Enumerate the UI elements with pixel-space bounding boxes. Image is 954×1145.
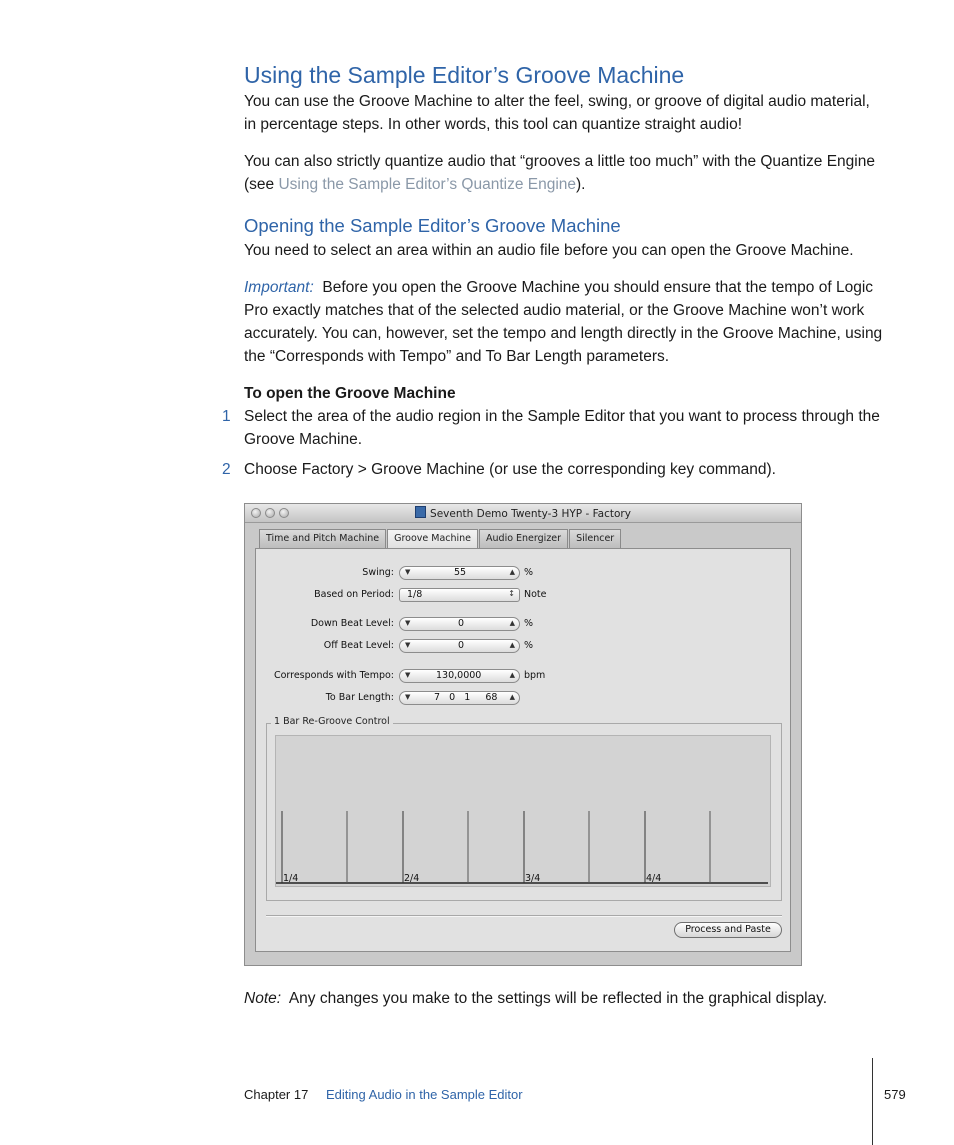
increment-icon[interactable]: ▲ <box>509 671 515 679</box>
page-number: 579 <box>884 1087 906 1102</box>
beat-label: 4/4 <box>646 873 662 884</box>
quantize-text-after: ). <box>576 176 586 193</box>
quantize-paragraph <box>244 150 884 196</box>
groove-machine-window <box>244 503 802 966</box>
step-text: Choose Factory > Groove Machine (or use the corresponding key command). <box>244 461 776 478</box>
window-title-text: Seventh Demo Twenty-3 HYP - Factory <box>430 508 631 520</box>
bar-length-stepper[interactable] <box>399 691 520 705</box>
decrement-icon[interactable]: ▼ <box>405 641 411 649</box>
groove-machine-panel <box>255 548 791 952</box>
beat-label: 1/4 <box>283 873 299 884</box>
down-beat-label: Down Beat Level: <box>310 618 394 629</box>
note-paragraph <box>244 987 884 1010</box>
off-beat-label: Off Beat Level: <box>323 640 394 651</box>
window-title <box>245 506 801 520</box>
select-area-paragraph: You need to select an area within an audio file before you can open the Groove Machine. <box>244 242 854 259</box>
task-title: To open the Groove Machine <box>244 385 456 402</box>
down-beat-stepper[interactable] <box>399 617 520 631</box>
document-icon <box>415 506 426 518</box>
increment-icon[interactable]: ▲ <box>509 693 515 701</box>
increment-icon[interactable]: ▲ <box>509 568 515 576</box>
swing-unit: % <box>524 567 534 578</box>
tab-groove-machine[interactable]: Groove Machine <box>387 529 478 548</box>
regroove-graph[interactable] <box>275 735 771 887</box>
footer-divider <box>872 1058 873 1145</box>
decrement-icon[interactable]: ▼ <box>405 568 411 576</box>
important-label: Important: <box>244 279 314 296</box>
period-value: 1/8 <box>407 589 423 600</box>
beat-label: 2/4 <box>404 873 420 884</box>
tab-bar <box>259 529 622 548</box>
swing-label: Swing: <box>362 567 394 578</box>
process-and-paste-button[interactable]: Process and Paste <box>674 922 782 938</box>
bar-length-value: 7 0 1 68 <box>434 692 498 703</box>
period-select[interactable] <box>399 588 520 602</box>
tempo-stepper[interactable] <box>399 669 520 683</box>
swing-stepper[interactable] <box>399 566 520 580</box>
step-2 <box>222 458 884 481</box>
off-beat-stepper[interactable] <box>399 639 520 653</box>
footer-chapter-title: Editing Audio in the Sample Editor <box>326 1087 523 1102</box>
step-text: Select the area of the audio region in the Sample Editor that you want to process through the Groove Machine. <box>244 408 880 448</box>
decrement-icon[interactable]: ▼ <box>405 619 411 627</box>
off-beat-value: 0 <box>458 640 465 651</box>
divider <box>266 915 782 917</box>
section-heading: Opening the Sample Editor’s Groove Machine <box>244 215 621 236</box>
tempo-value: 130,0000 <box>436 670 482 681</box>
down-beat-unit: % <box>524 618 534 629</box>
quantize-text-before: You can also strictly quantize audio that “grooves a little too much” with the Quantize Engine (see <box>244 153 875 193</box>
tempo-label: Corresponds with Tempo: <box>273 670 394 681</box>
tab-time-and-pitch-machine[interactable]: Time and Pitch Machine <box>259 529 386 548</box>
step-number: 1 <box>222 408 231 425</box>
step-number: 2 <box>222 461 231 478</box>
decrement-icon[interactable]: ▼ <box>405 693 411 701</box>
decrement-icon[interactable]: ▼ <box>405 671 411 679</box>
increment-icon[interactable]: ▲ <box>509 619 515 627</box>
quantize-engine-link[interactable]: Using the Sample Editor’s Quantize Engine <box>278 176 577 193</box>
tempo-unit: bpm <box>524 670 546 681</box>
intro-paragraph: You can use the Groove Machine to alter the feel, swing, or groove of digital audio material, in percentage steps. In other words, this tool can quantize straight audio! <box>244 93 870 133</box>
important-text: Before you open the Groove Machine you should ensure that the tempo of Logic Pro exactly matches that of the selected audio material, or the Groove Machine won’t work accurately. You can, however, set the tempo and length directly in the Groove Machine, using the “Corresponds with Tempo” and To Bar Length parameters. <box>244 279 883 365</box>
increment-icon[interactable]: ▲ <box>509 641 515 649</box>
period-unit: Note <box>524 589 547 600</box>
tab-silencer[interactable]: Silencer <box>569 529 621 548</box>
note-label: Note: <box>244 990 282 1007</box>
window-titlebar <box>245 504 801 523</box>
tab-audio-energizer[interactable]: Audio Energizer <box>479 529 568 548</box>
regroove-graph-svg <box>276 736 770 886</box>
footer-chapter: Chapter 17 <box>244 1087 309 1102</box>
step-1 <box>222 405 884 451</box>
note-text: Any changes you make to the settings will be reflected in the graphical display. <box>288 990 828 1007</box>
important-paragraph <box>244 276 884 368</box>
beat-label: 3/4 <box>525 873 541 884</box>
page-title: Using the Sample Editor’s Groove Machine <box>244 62 685 88</box>
period-label: Based on Period: <box>314 589 394 600</box>
off-beat-unit: % <box>524 640 534 651</box>
regroove-group-label: 1 Bar Re-Groove Control <box>271 716 393 727</box>
swing-value: 55 <box>454 567 467 578</box>
updown-arrows-icon: ↕ <box>508 589 515 598</box>
down-beat-value: 0 <box>458 618 465 629</box>
bar-length-label: To Bar Length: <box>325 692 394 703</box>
